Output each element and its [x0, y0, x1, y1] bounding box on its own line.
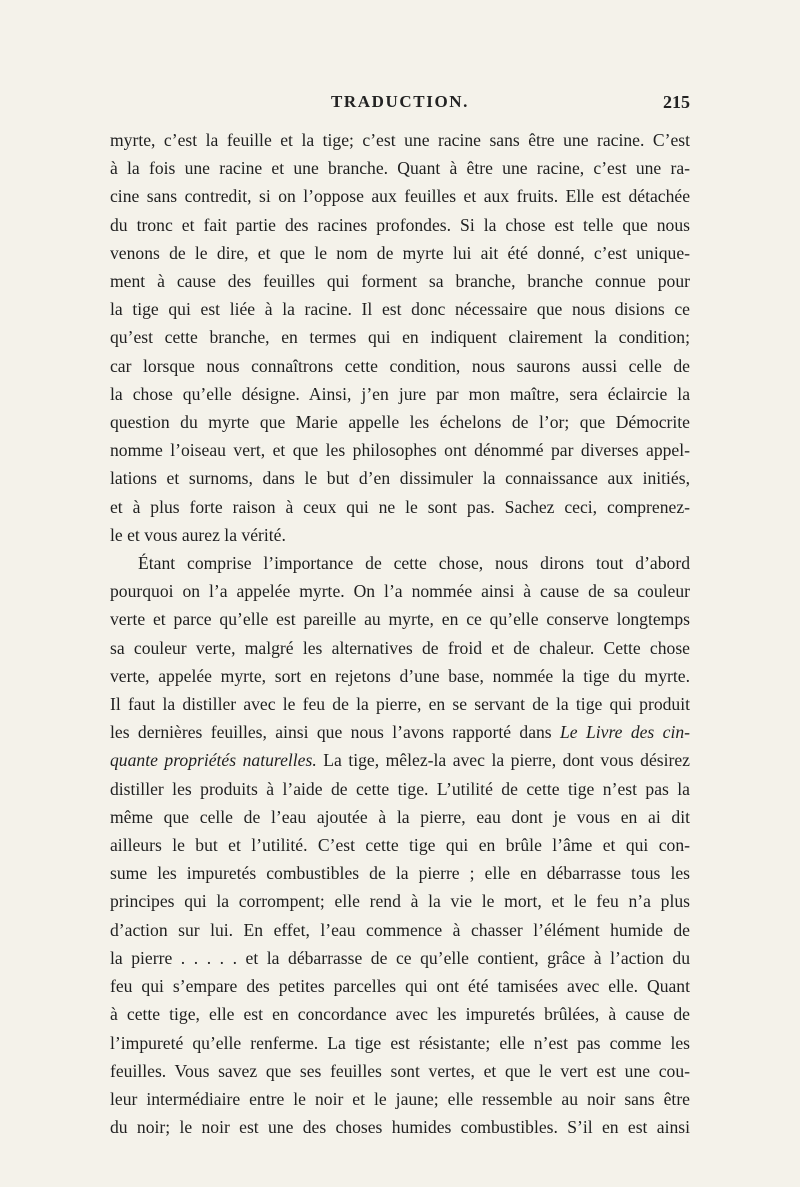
- text-line: question du myrte que Marie appelle les échelons de l’or; que Démocrite: [110, 412, 690, 433]
- text-line: d’action sur lui. En effet, l’eau commence à chasser l’élément humide de: [110, 919, 690, 940]
- paragraph-2: [110, 549, 690, 1141]
- text-line: myrte, c’est la feuille et la tige; c’est une racine sans être une racine. C’est: [110, 130, 690, 150]
- text-line: distiller les produits à l’aide de cette tige. L’utilité de cette tige n’est pas la: [110, 778, 690, 799]
- text-line: Il faut la distiller avec le feu de la pierre, en se servant de la tige qui produit: [110, 694, 690, 715]
- text-line: et à plus forte raison à ceux qui ne le sont pas. Sachez ceci, comprenez-: [110, 496, 690, 517]
- text-line: à la fois une racine et une branche. Quant à être une racine, c’est une ra-: [110, 158, 690, 179]
- text-line: sume les impuretés combustibles de la pierre ; elle en débarrasse tous les: [110, 863, 690, 884]
- text-line: qu’est cette branche, en termes qui en indiquent clairement la condition;: [110, 327, 690, 348]
- page-number: 215: [663, 92, 690, 112]
- text-line: Étant comprise l’importance de cette chose, nous dirons tout d’abord: [138, 553, 690, 574]
- text-line: l’impureté qu’elle renferme. La tige est résistante; elle n’est pas comme les: [110, 1032, 690, 1053]
- text-fragment: les dernières feuilles, ainsi que nous l’avons rapporté dans: [110, 722, 561, 743]
- text-line: même que celle de l’eau ajoutée à la pierre, eau dont je vous en ai dit: [110, 806, 690, 827]
- text-line: car lorsque nous connaîtrons cette condition, nous saurons aussi celle de: [110, 355, 690, 376]
- text-line: lations et surnoms, dans le but d’en dissimuler la connaissance aux initiés,: [110, 468, 690, 489]
- text-line: feu qui s’empare des petites parcelles qui ont été tamisées avec elle. Quant: [110, 976, 690, 997]
- text-line: du noir; le noir est une des choses humides combustibles. S’il en est ainsi: [110, 1117, 690, 1138]
- text-line: ailleurs le but et l’utilité. C’est cette tige qui en brûle l’âme et qui con-: [110, 835, 690, 856]
- text-line: cine sans contredit, si on l’oppose aux feuilles et aux fruits. Elle est détachée: [110, 186, 690, 207]
- text-line: ment à cause des feuilles qui forment sa branche, branche connue pour: [110, 271, 690, 292]
- book-title-italic: Le Livre des cin-: [560, 722, 690, 743]
- text-line: venons de le dire, et que le nom de myrte lui ait été donné, c’est unique-: [110, 242, 690, 263]
- book-title-italic: quante propriétés naturelles.: [110, 750, 317, 771]
- text-line: la pierre . . . . . et la débarrasse de ce qu’elle contient, grâce à l’action du: [110, 947, 690, 968]
- text-fragment: La tige, mêlez-la avec la pierre, dont vous désirez: [316, 750, 690, 771]
- text-line: à cette tige, elle est en concordance avec les impuretés brûlées, à cause de: [110, 1004, 690, 1025]
- text-line: la tige qui est liée à la racine. Il est donc nécessaire que nous disions ce: [110, 299, 690, 320]
- running-title: TRADUCTION.: [330, 92, 470, 111]
- text-line: [110, 746, 690, 774]
- text-line: principes qui la corrompent; elle rend à la vie le mort, et le feu n’a plus: [110, 891, 690, 912]
- page-header: [0, 92, 800, 118]
- text-line: verte, appelée myrte, sort en rejetons d’une base, nommée la tige du myrte.: [110, 665, 690, 686]
- text-line: feuilles. Vous savez que ses feuilles sont vertes, et que le vert est une cou-: [110, 1060, 690, 1081]
- text-line: la chose qu’elle désigne. Ainsi, j’en jure par mon maître, sera éclaircie la: [110, 383, 690, 404]
- paragraph-1: [110, 126, 690, 549]
- text-line: nomme l’oiseau vert, et que les philosophes ont dénommé par diverses appel-: [110, 440, 690, 461]
- text-line: [110, 718, 690, 746]
- text-line: pourquoi on l’a appelée myrte. On l’a nommée ainsi à cause de sa couleur: [110, 581, 690, 602]
- text-line: verte et parce qu’elle est pareille au myrte, en ce qu’elle conserve longtemps: [110, 609, 690, 630]
- text-line: du tronc et fait partie des racines profondes. Si la chose est telle que nous: [110, 214, 690, 235]
- text-line: leur intermédiaire entre le noir et le jaune; elle ressemble au noir sans être: [110, 1088, 690, 1109]
- text-line: sa couleur verte, malgré les alternatives de froid et de chaleur. Cette chose: [110, 637, 690, 658]
- text-line: le et vous aurez la vérité.: [110, 524, 286, 545]
- body-text: [110, 126, 690, 1141]
